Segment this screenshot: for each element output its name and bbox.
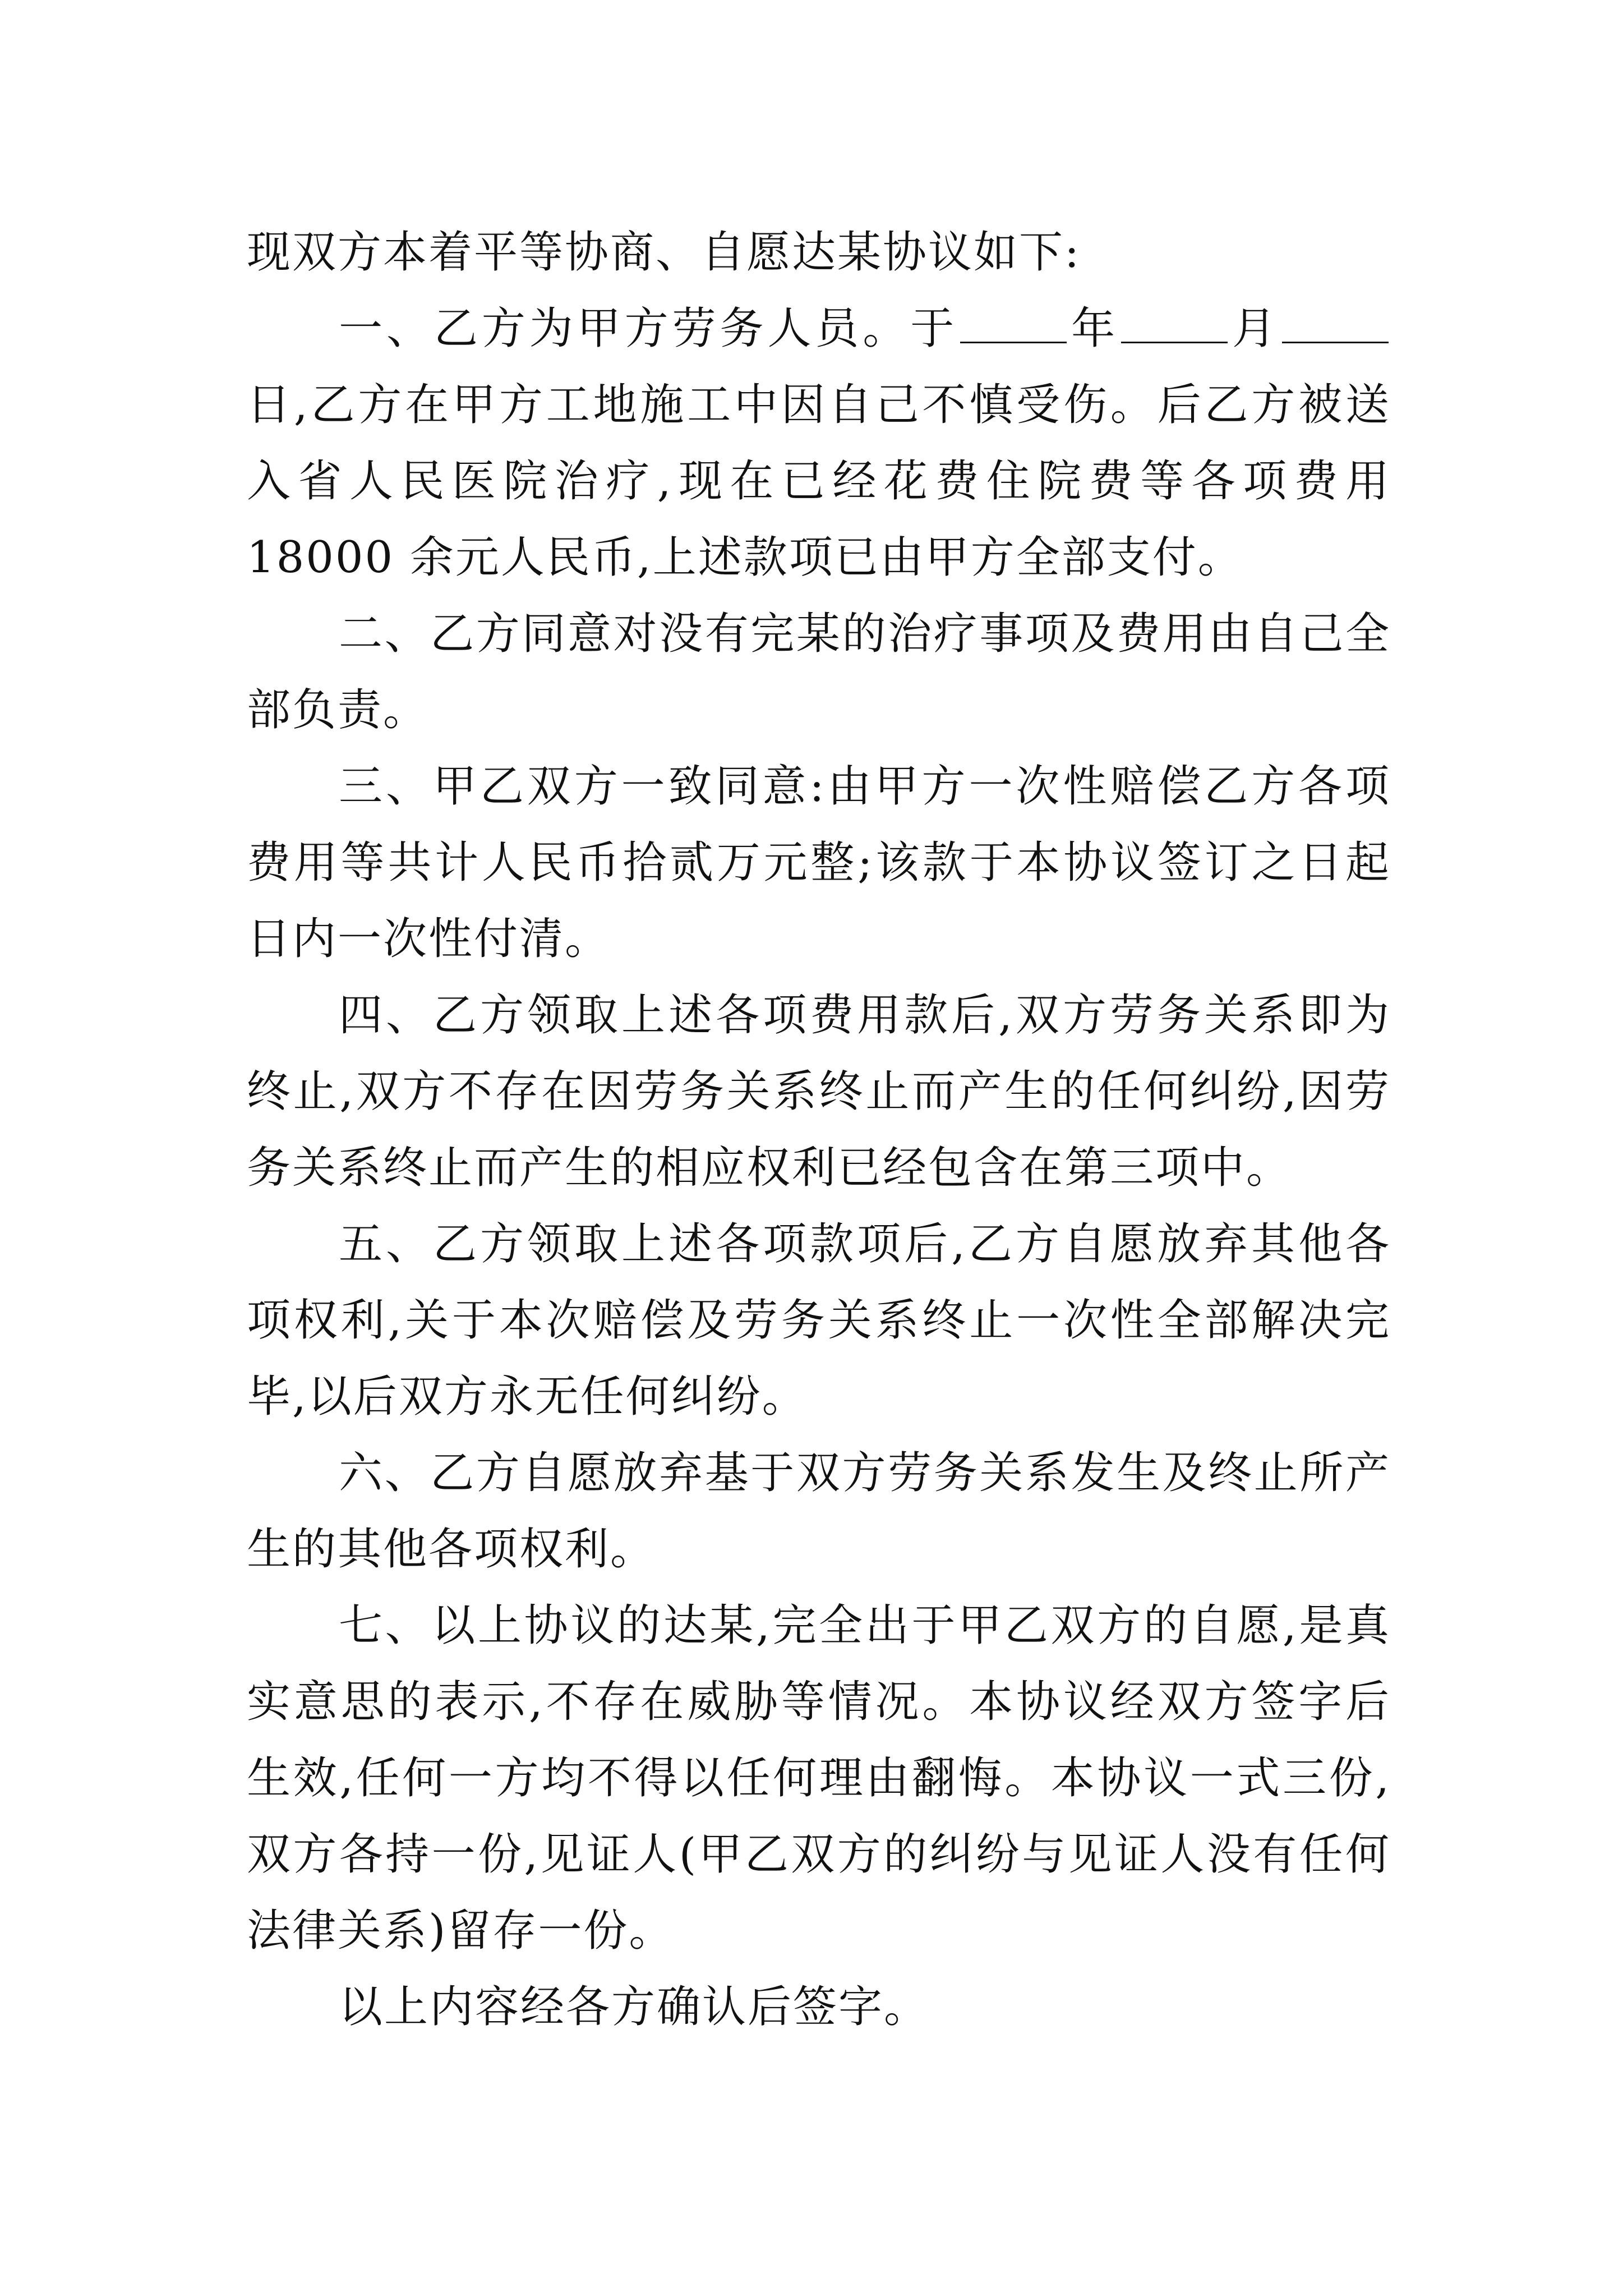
clause-1-rest: 乙方在甲方工地施工中因自己不慎受伤。后乙方被送入省人民医院治疗,现在已经花费住院费等各项费用 18000 余元人民币,上述款项已由甲方全部支付。 [247,380,1391,583]
closing-paragraph: 以上内容经各方确认后签字。 [339,1982,930,2032]
document-body [247,214,1391,2045]
day-label: 日, [247,380,310,430]
intro-paragraph: 现双方本着平等协商、自愿达某协议如下: [247,227,1081,278]
clause-1-prefix: 一、乙方为甲方劳务人员。于 [339,303,958,354]
clause-7-paragraph: 七、以上协议的达某,完全出于甲乙双方的自愿,是真实意思的表示,不存在威胁等情况。本协议经双方签字后生效,任何一方均不得以任何理由翻悔。本协议一式三份,双方各持一份,见证人(甲乙双方的纠纷与见证人没有任何法律关系)留存一份。 [247,1600,1391,1956]
clause-2-paragraph: 二、乙方同意对没有完某的治疗事项及费用由自己全部负责。 [247,609,1391,735]
clause-5-paragraph: 五、乙方领取上述各项款项后,乙方自愿放弃其他各项权利,关于本次赔偿及劳务关系终止一次性全部解决完毕,以后双方永无任何纠纷。 [247,1219,1391,1422]
year-blank [960,308,1067,343]
month-label: 月 [1230,303,1280,354]
clause-6-paragraph: 六、乙方自愿放弃基于双方劳务关系发生及终止所产生的其他各项权利。 [247,1448,1391,1575]
clause-1-paragraph [247,291,1391,596]
clause-3-paragraph: 三、甲乙双方一致同意:由甲方一次性赔偿乙方各项费用等共计人民币拾贰万元整;该款于本协议签订之日起日内一次性付清。 [247,761,1391,964]
month-blank [1121,308,1228,343]
year-label: 年 [1069,303,1119,354]
day-blank [1282,308,1389,343]
clause-4-paragraph: 四、乙方领取上述各项费用款后,双方劳务关系即为终止,双方不存在因劳务关系终止而产生的任何纠纷,因劳务关系终止而产生的相应权利已经包含在第三项中。 [247,990,1391,1193]
